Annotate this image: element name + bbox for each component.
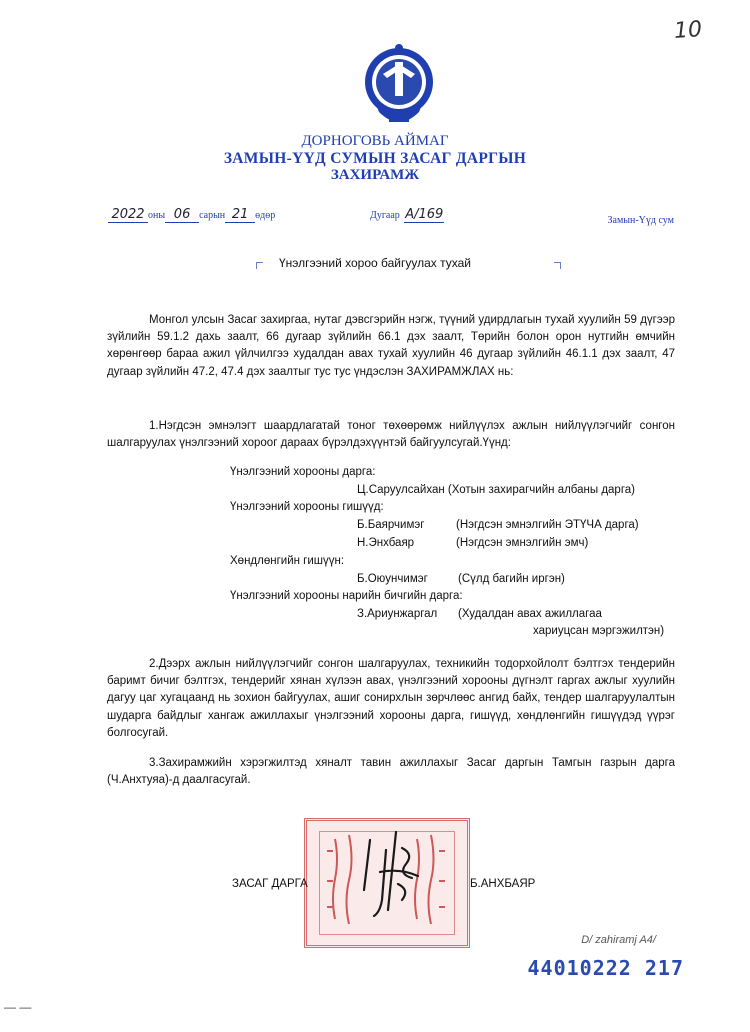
date-day-suffix: өдөр <box>255 210 276 221</box>
doc-number <box>370 205 444 223</box>
date-month-suffix: сарын <box>199 210 226 221</box>
doc-place: Замын-Үүд сум <box>607 215 674 226</box>
header-governor: ЗАМЫН-ҮҮД СУМЫН ЗАСАГ ДАРГЫН <box>223 150 527 167</box>
signature-icon <box>340 820 450 930</box>
members-label: Үнэлгээний хорооны гишүүд: <box>230 501 384 513</box>
doc-number-value: А/169 <box>405 207 444 222</box>
margin-mark: — — <box>4 1000 32 1014</box>
page-number: 10 <box>673 17 703 44</box>
header-province: ДОРНОГОВЬ АЙМАГ <box>301 133 449 149</box>
independent-label: Хөндлөнгийн гишүүн: <box>230 555 345 567</box>
state-emblem-icon <box>359 42 439 130</box>
independent-role: (Сүлд багийн иргэн) <box>458 573 565 585</box>
paragraph-3 <box>107 755 675 789</box>
subject-title: Үнэлгээний хороо байгуулах тухай <box>278 256 472 270</box>
intro-text: Монгол улсын Засаг захиргаа, нутаг дэвсгэрийн нэгж, түүний удирдлагын тухай хуулийн 59 дүгээр зүйлийн 59.1.2 дахь заалт, 66 дугаар зүйлийн 66.1 дэх заалт, Төрийн болон орон нутгийн өмчийн хөрөнгөөр бараа ажил үйлчилгээ худалдан авах тухай хуулийн 46 дугаар зүйлийн 46.1.1 дэх заалт, 47 дугаар зүйлийн 47.2, 47.4 дэх заалтыг тус тус үндэслэн ЗАХИРАМЖЛАХ нь: <box>107 314 675 378</box>
date-month: 06 <box>165 207 199 223</box>
chair-label: Үнэлгээний хорооны дарга: <box>230 466 376 478</box>
date-year: 2022 <box>108 207 148 223</box>
member1-role: (Нэгдсэн эмнэлгийн ЭТҮЧА дарга) <box>456 519 639 531</box>
intro-paragraph <box>107 312 675 381</box>
secretary-role-2: хариуцсан мэргэжилтэн) <box>533 625 665 637</box>
date-line <box>108 205 275 223</box>
independent-name: Б.Оюунчимэг <box>357 573 428 585</box>
member1-name: Б.Баярчимэг <box>357 519 425 531</box>
signature-title: ЗАСАГ ДАРГА <box>232 878 308 890</box>
date-day: 21 <box>225 207 255 223</box>
chair-name: Ц.Саруулсайхан (Хотын захирагчийн албаны дарга) <box>357 484 635 496</box>
secretary-label: Үнэлгээний хорооны нарийн бичгийн дарга: <box>230 590 463 602</box>
member2-role: (Нэгдсэн эмнэлгийн эмч) <box>456 537 589 549</box>
secretary-role-1: (Худалдан авах ажиллагаа <box>458 608 602 620</box>
paragraph-3-text: 3.Захирамжийн хэрэгжилтэд хяналт тавин ажиллахыг Засаг даргын Тамгын газрын дарга (Ч.Анхтуяа)-д даалгасугай. <box>107 757 675 787</box>
secretary-name: З.Ариунжаргал <box>357 608 438 620</box>
member2-name: Н.Энхбаяр <box>357 537 415 549</box>
doc-number-label: Дугаар <box>370 210 400 221</box>
paragraph-1 <box>107 418 675 452</box>
signature-name: Б.АНХБАЯР <box>470 878 536 890</box>
paragraph-2 <box>107 656 675 742</box>
serial-number: 44010222 217 <box>527 956 684 980</box>
paragraph-1-text: 1.Нэгдсэн эмнэлэгт шаардлагатай тоног төхөөрөмж нийлүүлэх ажлын нийлүүлэгчийг сонгон шалгаруулах үнэлгээний хороог дараах бүрэлдэхүүнтэй байгуулсугай.Үүнд: <box>107 420 675 450</box>
paragraph-2-text: 2.Дээрх ажлын нийлүүлэгчийг сонгон шалгаруулах, техникийн тодорхойлолт бэлтгэх тендерийн баримт бичиг бэлтгэх, тендерийг хянан хүлээн авах, үнэлгээний хорооны дүгнэлт гаргах ажлыг хуулийн дагуу цаг хугацаанд нь зохион байгуулах, ашиг сонирхлын зөрчлөөс ангид байх, тендер шалгаруулалтын шударга байдлыг хангаж ажиллахыг үнэлгээний хорооны дарга, гишүүд, хөндлөнгийн гишүүдэд үүрэг болгосугай. <box>107 658 675 739</box>
file-reference: D/ zahiramj A4/ <box>581 934 656 946</box>
date-year-suffix: оны <box>148 210 166 221</box>
header-doc-type: ЗАХИРАМЖ <box>330 167 420 183</box>
